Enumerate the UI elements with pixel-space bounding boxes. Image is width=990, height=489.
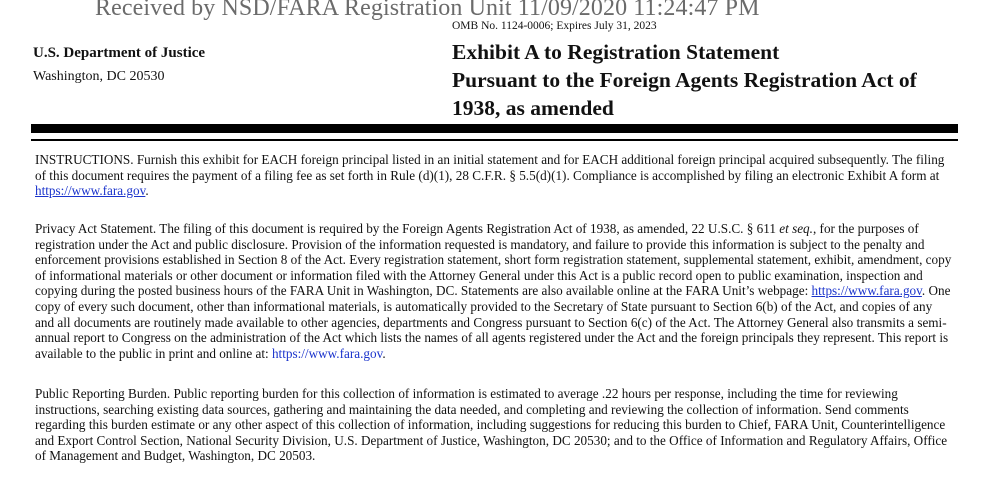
privacy-text-1: Privacy Act Statement. The filing of this document is required by the Foreign Agents Registration Act of 1938, as amended, 22 U.S.C. § 611 xyxy=(35,221,780,236)
burden-paragraph: Public Reporting Burden. Public reporting burden for this collection of information is estimated to average .22 hours per response, including the time for reviewing instructions, searching existing data sources, gathering and maintaining the data needed, and completing and reviewing the collection of information. Send comments regarding this burden estimate or any other aspect of this collection of information, including suggestions for reducing this burden to Chief, FARA Unit, Counterintelligence and Export Control Section, National Security Division, U.S. Department of Justice, Washington, DC 20530; and to the Office of Information and Regulatory Affairs, Office of Management and Budget, Washington, DC 20503. xyxy=(35,386,948,464)
fara-link[interactable]: https://www.fara.gov xyxy=(35,183,146,199)
instructions-paragraph xyxy=(35,152,953,199)
privacy-paragraph xyxy=(35,221,953,361)
thick-divider xyxy=(31,124,958,133)
fara-link[interactable]: https://www.fara.gov xyxy=(811,283,922,299)
thin-divider xyxy=(31,139,958,141)
title-line-2: Pursuant to the Foreign Agents Registration Act of xyxy=(452,68,917,92)
title-line-3: 1938, as amended xyxy=(452,96,614,120)
received-stamp: Received by NSD/FARA Registration Unit 11/09/2020 11:24:47 PM xyxy=(95,0,760,21)
title-line-1: Exhibit A to Registration Statement xyxy=(452,40,780,64)
privacy-text-2: , for the purposes of registration under the Act and public disclosure. Provision of the information requested is mandatory, and failure to provide this information is subject to the penalty and enforcement provisions established in Section 8 of the Act. Every registration statement, short form registration statement, supplemental statement, exhibit, amendment, copy of informational materials or other document or information filed with the Attorney General under this Act is a public record open to public examination, inspection and copying during the posted business hours of the FARA Unit in Washington, DC. Statements are also available online at the FARA Unit’s webpage: xyxy=(35,221,952,299)
instructions-text: INSTRUCTIONS. Furnish this exhibit for EACH foreign principal listed in an initial statement and for EACH additional foreign principal acquired subsequently. The filing of this document requires the payment of a filing fee as set forth in Rule (d)(1), 28 C.F.R. § 5.5(d)(1). Compliance is accomplished by filing an electronic Exhibit A form at xyxy=(35,152,945,183)
fara-link[interactable]: https://www.fara.gov xyxy=(271,345,383,361)
agency-name: U.S. Department of Justice xyxy=(33,45,206,61)
privacy-text-3: . One copy of every such document, other than informational materials, is automatically provided to the Secretary of State pursuant to Section 6(b) of the Act, and copies of any and all documents are routinely made available to other agencies, departments and Congress pursuant to Section 6(c) of the Act. The Attorney General also transmits a semi-annual report to Congress on the administration of the Act which lists the names of all agents registered under the Act and the foreign principals they represent. This report is available to the public in print and online at: xyxy=(35,283,951,361)
instructions-end: . xyxy=(145,183,149,199)
privacy-text-4: . xyxy=(382,345,386,361)
document-title xyxy=(452,38,972,122)
privacy-italic: et seq. xyxy=(779,221,813,236)
agency-city: Washington, DC 20530 xyxy=(33,69,165,84)
omb-number: OMB No. 1124-0006; Expires July 31, 2023 xyxy=(452,20,657,32)
